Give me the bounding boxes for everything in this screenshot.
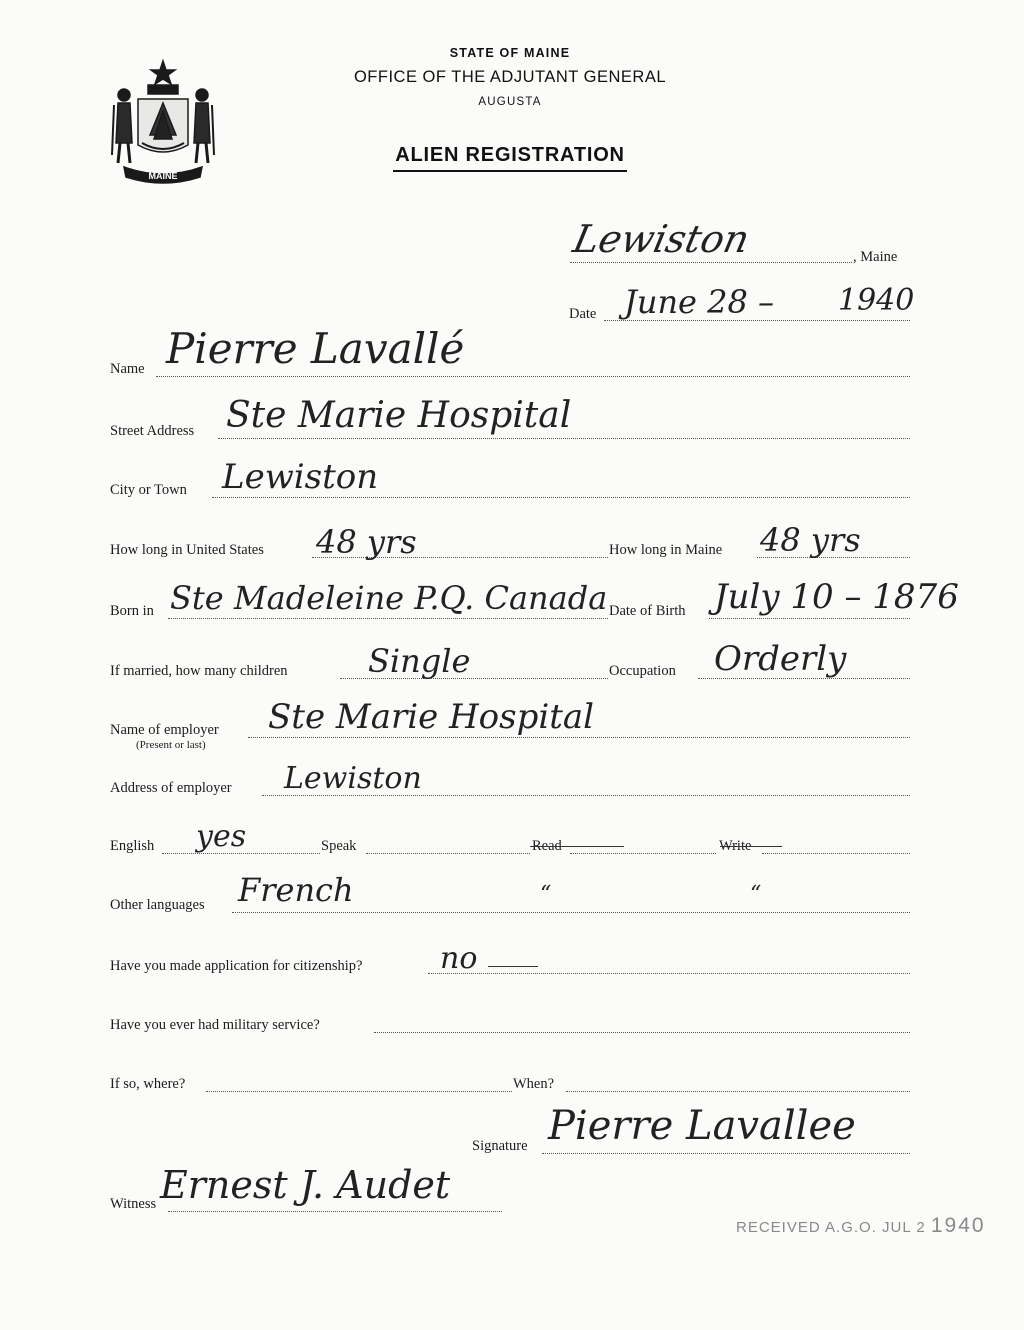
entry-employer-address: Lewiston bbox=[284, 761, 422, 796]
received-stamp bbox=[736, 1214, 986, 1238]
dob-line bbox=[709, 618, 910, 619]
entry-dob: July 10 – 1876 bbox=[714, 577, 959, 617]
label-military: Have you ever had military service? bbox=[110, 1017, 320, 1033]
entry-employer: Ste Marie Hospital bbox=[268, 697, 595, 737]
label-maine: , Maine bbox=[853, 249, 898, 265]
label-citizenship: Have you made application for citizenship? bbox=[110, 958, 363, 974]
read-strike bbox=[530, 846, 624, 847]
maine-state-seal-icon bbox=[108, 55, 218, 185]
street-line bbox=[218, 438, 910, 439]
entry-years-maine: 48 yrs bbox=[760, 521, 861, 559]
entry-years-us: 48 yrs bbox=[316, 523, 417, 561]
entry-citizenship: no bbox=[440, 941, 478, 976]
label-years-us: How long in United States bbox=[110, 542, 264, 558]
label-where: If so, where? bbox=[110, 1076, 186, 1092]
town-line bbox=[570, 262, 852, 263]
employer-line bbox=[248, 737, 910, 738]
label-name: Name bbox=[110, 361, 145, 377]
entry-occupation: Orderly bbox=[714, 639, 847, 679]
entry-other-speak-ditto: “ bbox=[540, 882, 552, 907]
entry-town: Lewiston bbox=[569, 217, 754, 261]
citizenship-dash bbox=[488, 966, 538, 967]
entry-date: June 28 – bbox=[624, 283, 775, 321]
citizenship-line bbox=[428, 973, 910, 974]
label-witness: Witness bbox=[110, 1196, 157, 1212]
header-office: OFFICE OF THE ADJUTANT GENERAL bbox=[353, 68, 667, 86]
stamp-year: 1940 bbox=[930, 1214, 986, 1237]
other-languages-line bbox=[232, 912, 910, 913]
entry-witness: Ernest J. Audet bbox=[160, 1163, 451, 1207]
entry-other-languages: French bbox=[238, 871, 354, 909]
city-line bbox=[212, 497, 910, 498]
label-street-address: Street Address bbox=[110, 423, 195, 439]
header-state: STATE OF MAINE bbox=[449, 46, 571, 60]
entry-name: Pierre Lavallé bbox=[166, 324, 465, 373]
stamp-text: RECEIVED A.G.O. JUL 2 bbox=[736, 1219, 926, 1236]
label-children: If married, how many children bbox=[110, 663, 288, 679]
seal-banner: MAINE bbox=[148, 171, 178, 181]
header-city: AUGUSTA bbox=[478, 96, 542, 108]
witness-line bbox=[168, 1211, 502, 1212]
entry-signature: Pierre Lavallee bbox=[548, 1103, 856, 1149]
label-other-languages: Other languages bbox=[110, 897, 205, 913]
entry-other-write-ditto: “ bbox=[750, 882, 762, 907]
signature-line bbox=[542, 1153, 910, 1154]
label-employer-address: Address of employer bbox=[110, 780, 232, 796]
label-read: Read bbox=[532, 838, 562, 854]
when-line bbox=[566, 1091, 910, 1092]
speak-line bbox=[366, 853, 530, 854]
label-english: English bbox=[110, 838, 155, 854]
name-line bbox=[156, 376, 910, 377]
label-signature: Signature bbox=[472, 1138, 528, 1154]
label-speak: Speak bbox=[321, 838, 357, 854]
label-dob: Date of Birth bbox=[609, 603, 686, 619]
label-years-maine: How long in Maine bbox=[609, 542, 723, 558]
entry-date-year: 1940 bbox=[838, 283, 915, 318]
label-employer-sub: (Present or last) bbox=[136, 739, 206, 751]
write-strike bbox=[720, 846, 782, 847]
born-line bbox=[168, 618, 608, 619]
form-title: ALIEN REGISTRATION bbox=[300, 144, 720, 172]
write-line bbox=[762, 853, 910, 854]
label-date: Date bbox=[569, 306, 597, 322]
label-born: Born in bbox=[110, 603, 154, 619]
label-occupation: Occupation bbox=[609, 663, 676, 679]
entry-children: Single bbox=[368, 642, 471, 680]
entry-street: Ste Marie Hospital bbox=[226, 395, 572, 436]
read-line bbox=[570, 853, 716, 854]
where-line bbox=[206, 1091, 512, 1092]
entry-born: Ste Madeleine P.Q. Canada bbox=[170, 579, 608, 617]
military-line bbox=[374, 1032, 910, 1033]
entry-english: yes bbox=[196, 819, 247, 854]
label-write: Write bbox=[719, 838, 752, 854]
label-when: When? bbox=[513, 1076, 555, 1092]
label-employer: Name of employer bbox=[110, 722, 219, 738]
entry-city: Lewiston bbox=[222, 457, 379, 497]
label-city: City or Town bbox=[110, 482, 187, 498]
